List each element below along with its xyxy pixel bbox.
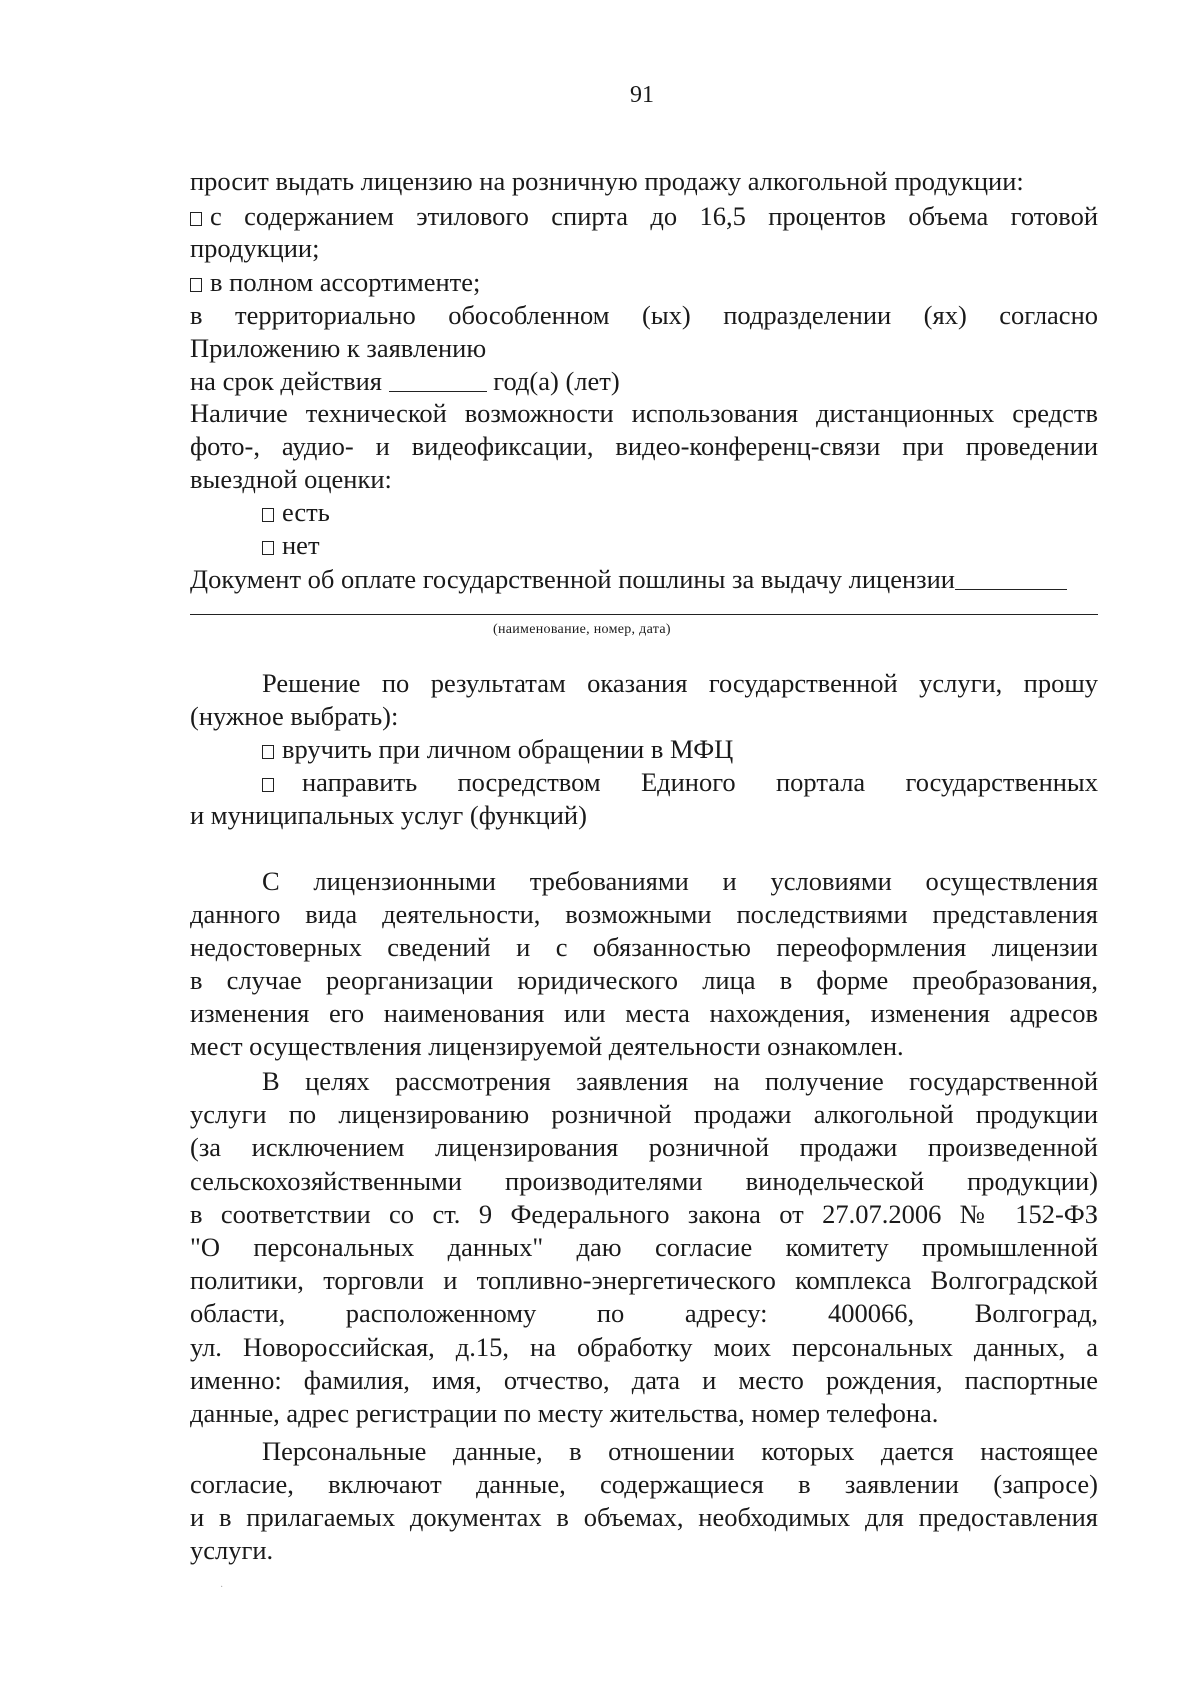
checkbox-tech-no[interactable] <box>262 541 274 555</box>
tech-yes-label: есть <box>282 497 330 527</box>
decision-option-portal <box>262 769 1098 796</box>
consent-line: ул. Новороссийская, д.15, на обработку моих персональных данных, а <box>190 1331 1098 1362</box>
ack-line: мест осуществления лицензируемой деятельности ознакомлен. <box>190 1031 904 1061</box>
option-subdivision: в территориально обособленном (ых) подразделении (ях) согласно <box>190 300 1098 330</box>
option-full-range-text: в полном ассортименте; <box>210 267 481 297</box>
tech-option-yes <box>262 499 330 526</box>
decision-option-mfc <box>262 736 733 763</box>
personal-line: и в прилагаемых документах в объемах, необходимых для предоставления <box>190 1502 1098 1532</box>
consent-line: в соответствии со ст. 9 Федерального закона от 27.07.2006 № 152-ФЗ <box>190 1198 1098 1229</box>
fee-line <box>190 566 1067 593</box>
option-full-range <box>190 269 480 296</box>
decision-option-portal-cont: и муниципальных услуг (функций) <box>190 800 587 830</box>
fee-caption: (наименование, номер, дата) <box>493 622 671 637</box>
consent-line: "О персональных данных" даю согласие комитету промышленной <box>190 1232 1098 1262</box>
decision-mfc-label: вручить при личном обращении в МФЦ <box>282 734 734 764</box>
consent-line: сельскохозяйственными производителями винодельческой продукции) <box>190 1165 1098 1196</box>
checkbox-low-alcohol[interactable] <box>190 212 202 226</box>
consent-line: данные, адрес регистрации по месту жительства, номер телефона. <box>190 1398 939 1428</box>
term-suffix: год(а) (лет) <box>493 366 620 396</box>
tech-line-1: Наличие технической возможности использования дистанционных средств <box>190 398 1098 428</box>
consent-line: именно: фамилия, имя, отчество, дата и место рождения, паспортные <box>190 1364 1098 1395</box>
ack-line: недостоверных сведений и с обязанностью переоформления лицензии <box>190 932 1098 962</box>
page-number: 91 <box>630 82 654 108</box>
tech-line-3: выездной оценки: <box>190 464 392 494</box>
personal-line: услуги. <box>190 1535 274 1565</box>
term-line <box>190 368 620 395</box>
option-low-alcohol-cont: продукции; <box>190 233 320 263</box>
consent-line: (за исключением лицензирования розничной продажи произведенной <box>190 1132 1098 1163</box>
checkbox-mfc[interactable] <box>262 745 274 759</box>
ack-line: изменения его наименования или места нахождения, изменения адресов <box>190 998 1098 1028</box>
scan-speck: · <box>220 1582 224 1593</box>
fee-blank-field[interactable] <box>955 569 1067 590</box>
ack-line: данного вида деятельности, возможными последствиями представления <box>190 899 1098 929</box>
term-blank-field[interactable] <box>389 371 487 392</box>
ack-line: в случае реорганизации юридического лица в форме преобразования, <box>190 965 1098 995</box>
consent-line: услуги по лицензированию розничной продажи алкогольной продукции <box>190 1099 1098 1130</box>
tech-option-no <box>262 532 320 559</box>
fee-label: Документ об оплате государственной пошлины за выдачу лицензии <box>190 564 955 594</box>
option-subdivision-cont: Приложению к заявлению <box>190 333 487 363</box>
decision-portal-label: направить посредством Единого портала государственных <box>302 767 1098 797</box>
consent-line: политики, торговли и топливно-энергетического комплекса Волгоградской <box>190 1265 1098 1296</box>
fee-rule <box>190 614 1098 615</box>
ack-line: С лицензионными требованиями и условиями осуществления <box>262 866 1098 896</box>
decision-line-2: (нужное выбрать): <box>190 701 399 731</box>
opening-line: просит выдать лицензию на розничную продажу алкогольной продукции: <box>190 166 1024 196</box>
checkbox-full-range[interactable] <box>190 278 202 292</box>
consent-line: В целях рассмотрения заявления на получение государственной <box>262 1066 1098 1096</box>
personal-line: согласие, включают данные, содержащиеся в заявлении (запросе) <box>190 1469 1098 1499</box>
tech-no-label: нет <box>282 530 320 560</box>
option-low-alcohol-text: с содержанием этилового спирта до 16,5 процентов объема готовой <box>210 201 1098 231</box>
option-low-alcohol <box>190 203 1098 230</box>
consent-line: области, расположенному по адресу: 400066, Волгоград, <box>190 1298 1098 1329</box>
term-prefix: на срок действия <box>190 366 382 396</box>
checkbox-portal[interactable] <box>262 778 274 792</box>
checkbox-tech-yes[interactable] <box>262 508 274 522</box>
personal-line: Персональные данные, в отношении которых дается настоящее <box>262 1436 1098 1466</box>
tech-line-2: фото-, аудио- и видеофиксации, видео-конференц-связи при проведении <box>190 431 1098 461</box>
decision-line-1: Решение по результатам оказания государственной услуги, прошу <box>262 668 1098 698</box>
